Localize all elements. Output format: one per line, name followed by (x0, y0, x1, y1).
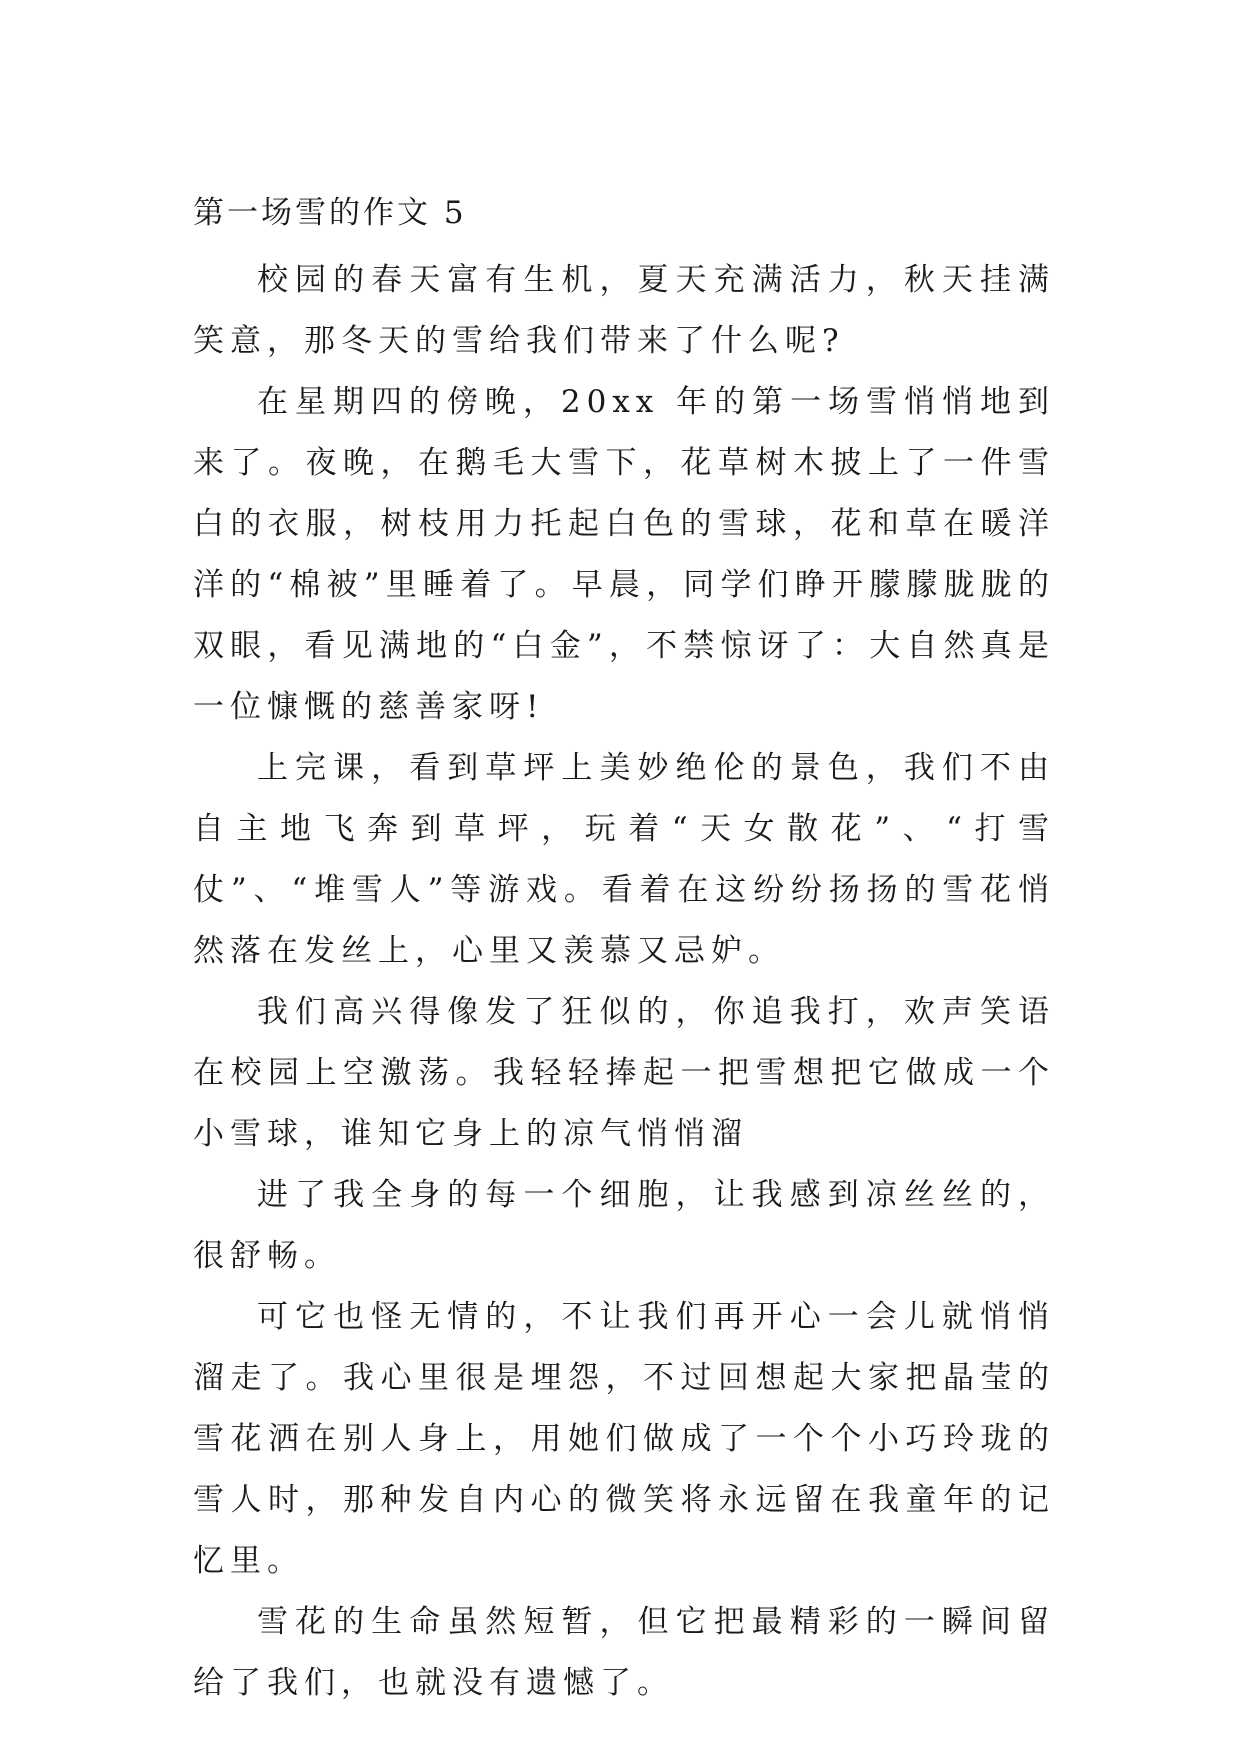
paragraph-7: 雪花的生命虽然短暂，但它把最精彩的一瞬间留给了我们，也就没有遗憾了。 (193, 1604, 1055, 1701)
paragraph-2: 在星期四的傍晚，20xx 年的第一场雪悄悄地到来了。夜晚，在鹅毛大雪下，花草树木披上了一件雪白的衣服，树枝用力托起白色的雪球，花和草在暖洋洋的“棉被”里睡着了。早晨，同学们睁开朦朦胧胧的双眼，看见满地的“白金”，不禁惊讶了：大自然真是一位慷慨的慈善家呀! (193, 384, 1055, 725)
paragraph-3: 上完课，看到草坪上美妙绝伦的景色，我们不由自主地飞奔到草坪，玩着“天女散花”、“打雪仗”、“堆雪人”等游戏。看着在这纷纷扬扬的雪花悄然落在发丝上，心里又羡慕又忌妒。 (193, 750, 1055, 969)
paragraph-4: 我们高兴得像发了狂似的，你追我打，欢声笑语在校园上空激荡。我轻轻捧起一把雪想把它做成一个小雪球，谁知它身上的凉气悄悄溜 (193, 994, 1055, 1152)
document-title: 第一场雪的作文 5 (193, 195, 467, 231)
paragraph-6: 可它也怪无情的，不让我们再开心一会儿就悄悄溜走了。我心里很是埋怨，不过回想起大家把晶莹的雪花洒在别人身上，用她们做成了一个个小巧玲珑的雪人时，那种发自内心的微笑将永远留在我童年的记忆里。 (193, 1299, 1055, 1579)
paragraph-1: 校园的春天富有生机，夏天充满活力，秋天挂满笑意，那冬天的雪给我们带来了什么呢? (193, 262, 1055, 359)
paragraph-5: 进了我全身的每一个细胞，让我感到凉丝丝的，很舒畅。 (193, 1177, 1055, 1274)
document-body (193, 190, 1055, 1714)
